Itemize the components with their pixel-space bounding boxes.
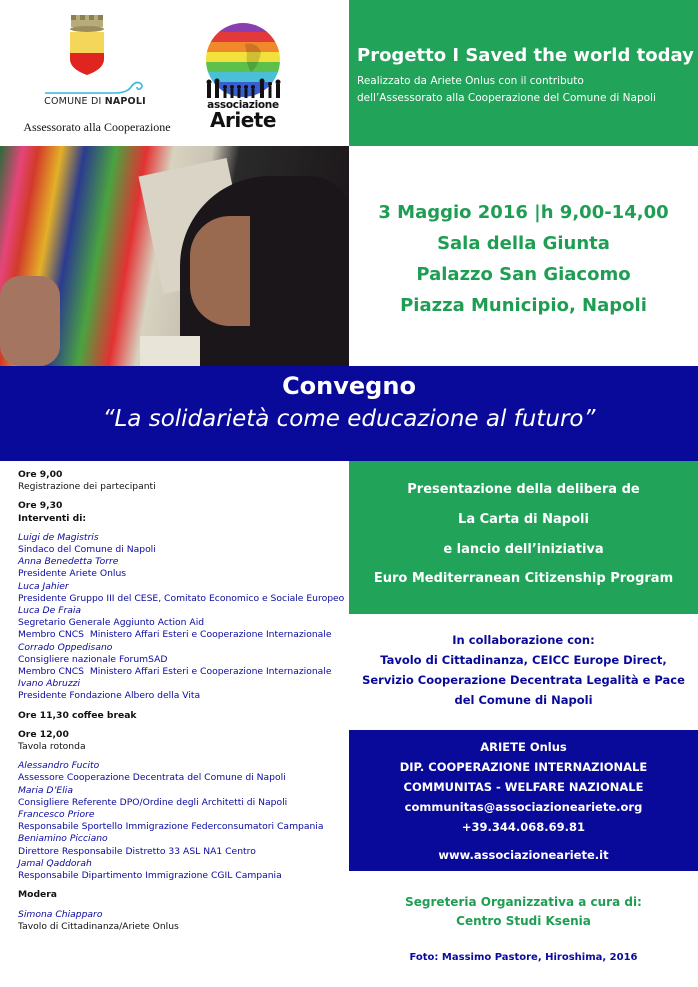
wave-logo-icon [45,79,145,95]
speaker-role: Membro CNCS Ministero Affari Esteri e Cooperazione Internazionale [18,666,332,678]
comune-di-napoli-label: COMUNE DI NAPOLI [44,96,146,107]
project-title: Progetto I Saved the world today [357,45,694,66]
schedule-time: Ore 9,30 [18,500,63,512]
speaker-name: Luca De Fraia [18,605,82,617]
presentation-line1: Presentazione della delibera de [407,482,640,497]
moderator-label: Modera [18,889,57,901]
moderator-name: Simona Chiapparo [18,908,103,920]
speaker-name: Francesco Priore [18,809,95,821]
ariete-logo-name: Ariete [210,108,276,132]
speaker-role: Presidente Ariete Onlus [18,568,127,580]
logos-area [0,0,349,146]
schedule-time: Ore 12,00 [18,728,69,740]
banner-subtitle: “La solidarietà come educazione al futuro” [102,406,596,432]
child-face-shape [190,216,250,326]
hiroshima-photo [0,146,349,366]
event-details [349,146,698,366]
event-address: Piazza Municipio, Napoli [400,295,647,316]
contact-org: ARIETE Onlus [480,740,567,754]
segreteria-block [349,893,698,931]
speaker-name: Alessandro Fucito [18,760,100,772]
ariete-logo-assoc-text: associazione [207,99,279,111]
contact-dept2: COMMUNITAS - WELFARE NAZIONALE [403,780,644,794]
speaker-role: Segretario Generale Aggiunto Action Aid [18,617,205,629]
speaker-name: Ivano Abruzzi [18,678,81,690]
speaker-name: Beniamino Picciano [18,833,108,845]
schedule-desc: Registrazione dei partecipanti [18,481,156,493]
speaker-role: Consigliere Referente DPO/Ordine degli Architetti di Napoli [18,796,288,808]
presentation-line4: Euro Mediterranean Citizenship Program [373,571,674,586]
presentation-box [349,461,698,614]
speaker-role: Presidente Fondazione Albero della Vita [18,690,201,702]
schedule-item-roundtable [18,729,348,753]
contact-box [349,730,698,871]
collab-line4: del Comune di Napoli [454,693,593,707]
collab-line3: Servizio Cooperazione Decentrata Legalità e Pace [362,673,685,687]
schedule-time: Ore 9,00 [18,469,63,480]
photo-credit: Foto: Massimo Pastore, Hiroshima, 2016 [409,952,638,963]
segreteria-line1: Segreteria Organizzativa a cura di: [405,895,642,909]
speaker-role: Presidente Gruppo III del CESE, Comitato Economico e Sociale Europeo [18,592,345,604]
speaker-role: Responsabile Dipartimento Immigrazione CGIL Campania [18,870,282,882]
collaboration-block [349,630,698,710]
presentation-line2: La Carta di Napoli [458,512,589,527]
speaker-role: Assessore Cooperazione Decentrata del Comune di Napoli [18,772,286,784]
speaker-name: Maria D’Elia [18,784,73,796]
people-silhouette-icon [203,78,283,98]
schedule-item-registration [18,469,348,493]
segreteria-line2: Centro Studi Ksenia [456,914,591,928]
speaker-name: Luigi de Magistris [18,531,99,543]
speakers-list-1 [18,532,348,703]
event-date: 3 Maggio 2016 |h 9,00-14,00 [378,202,669,223]
event-room: Sala della Giunta [437,233,610,254]
program-schedule [18,469,348,933]
assessorato-label: Assessorato alla Cooperazione [23,120,171,134]
schedule-desc: Interventi di: [18,512,87,524]
speaker-role: Responsabile Sportello Immigrazione Federconsumatori Campania [18,821,324,833]
contact-phone[interactable]: +39.344.068.69.81 [461,820,586,834]
project-subtitle-line1: Realizzato da Ariete Onlus con il contributo [357,75,584,87]
speaker-role: Consigliere nazionale ForumSAD [18,653,168,665]
speakers-list-2 [18,760,348,882]
schedule-desc: Tavola rotonda [18,741,86,753]
napoli-coat-of-arms-icon [67,15,107,77]
contact-website[interactable]: www.associazioneariete.it [438,848,609,862]
project-subtitle-line2: dell’Assessorato alla Cooperazione del Comune di Napoli [357,92,656,104]
speaker-role: Membro CNCS Ministero Affari Esteri e Cooperazione Internazionale [18,629,332,641]
speaker-name: Jamal Qaddorah [18,857,92,869]
project-header [349,0,698,146]
speaker-role: Sindaco del Comune di Napoli [18,544,156,556]
speaker-name: Corrado Oppedisano [18,641,113,653]
speaker-name: Anna Benedetta Torre [18,556,119,568]
contact-dept1: DIP. COOPERAZIONE INTERNAZIONALE [399,760,648,774]
speaker-role: Direttore Responsabile Distretto 33 ASL NA1 Centro [18,845,256,857]
hand-shape [0,276,60,366]
paper-tag-shape [140,336,200,366]
schedule-item-talks [18,500,348,524]
conference-banner [0,366,698,461]
moderator-role: Tavolo di Cittadinanza/Ariete Onlus [18,920,179,932]
collab-heading: In collaborazione con: [452,633,595,647]
event-building: Palazzo San Giacomo [416,264,631,285]
banner-title: Convegno [282,372,416,400]
speaker-name: Luca Jahier [18,580,69,592]
contact-email[interactable]: communitas@associazioneariete.org [404,800,643,814]
schedule-coffee-break: Ore 11,30 coffee break [18,709,137,721]
collab-line2: Tavolo di Cittadinanza, CEICC Europe Direct, [380,653,667,667]
presentation-line3: e lancio dell’iniziativa [443,542,604,557]
